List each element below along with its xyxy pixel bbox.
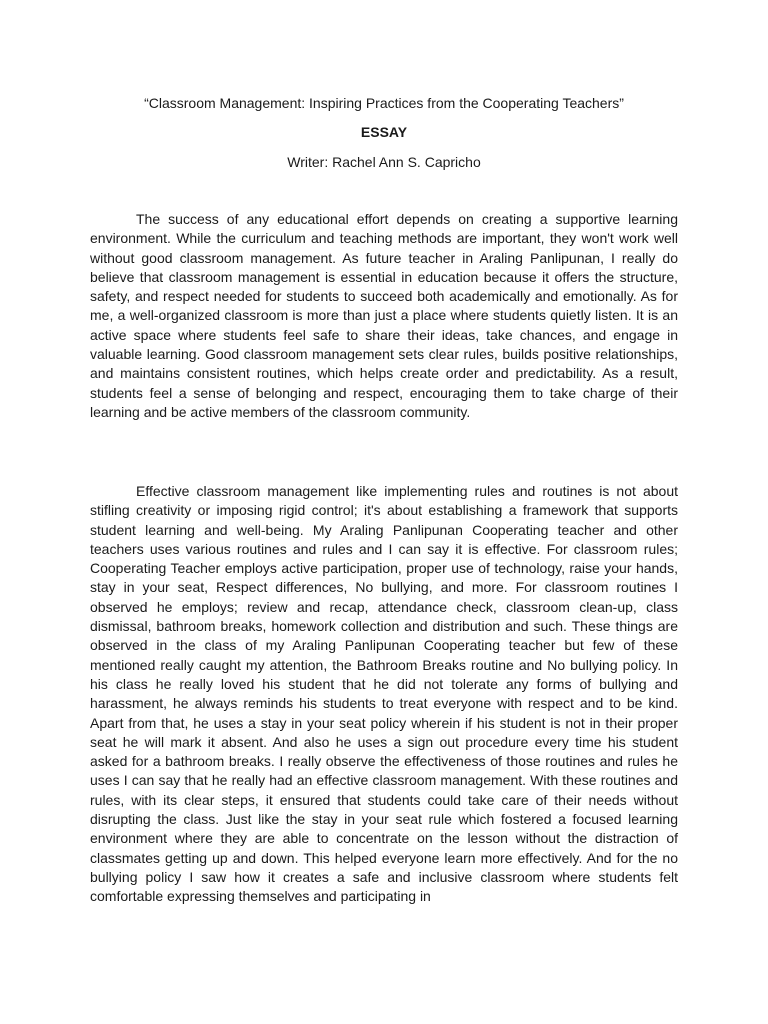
- document-title: “Classroom Management: Inspiring Practices from the Cooperating Teachers”: [144, 95, 624, 111]
- paragraph-body: Effective classroom management like implementing rules and routines is not about stifling creativity or imposing rigid control; it's about establishing a framework that supports student learning and well-being. My Araling Panlipunan Cooperating teacher and other teachers uses various routines and rules and I can say it is effective. For classroom rules; Cooperating Teacher employs active participation, proper use of technology, raise your hands, stay in your seat, Respect differences, No bullying, and more. For classroom routines I observed he employs; review and recap, attendance check, classroom clean-up, class dismissal, bathroom breaks, homework collection and distribution and such. These things are observed in the class of my Araling Panlipunan Cooperating teacher but few of these mentioned really caught my attention, the Bathroom Breaks routine and No bullying policy. In his class he really loved his student that he did not tolerate any forms of bullying and harassment, he always reminds his students to treat everyone with respect and to be kind. Apart from that, he uses a stay in your seat policy wherein if his student is not in their proper seat he will mark it absent. And also he uses a sign out procedure every time his student asked for a bathroom breaks. I really observe the effectiveness of those routines and rules he uses I can say that he really had an effective classroom management. With these routines and rules, with its clear steps, it ensured that students could take care of their needs without disrupting the class. Just like the stay in your seat rule which fostered a focused learning environment where they are able to concentrate on the lesson without the distraction of classmates getting up and down. This helped everyone learn more effectively. And for the no bullying policy I saw how it creates a safe and inclusive classroom where students felt comfortable expressing themselves and participating in: [90, 483, 678, 905]
- document-writer: Writer: Rachel Ann S. Capricho: [287, 154, 481, 170]
- paragraph-introduction: The success of any educational effort depends on creating a supportive learning environment. While the curriculum and teaching methods are important, they won't work well without good classroom management. As future teacher in Araling Panlipunan, I really do believe that classroom management is essential in education because it offers the structure, safety, and respect needed for students to succeed both academically and emotionally. As for me, a well-organized classroom is more than just a place where students quietly listen. It is an active space where students feel safe to share their ideas, take chances, and engage in valuable learning. Good classroom management sets clear rules, builds positive relationships, and maintains consistent routines, which helps create order and predictability. As a result, students feel a sense of belonging and respect, encouraging them to take charge of their learning and be active members of the classroom community.: [90, 211, 678, 420]
- document-subtitle: ESSAY: [360, 124, 408, 140]
